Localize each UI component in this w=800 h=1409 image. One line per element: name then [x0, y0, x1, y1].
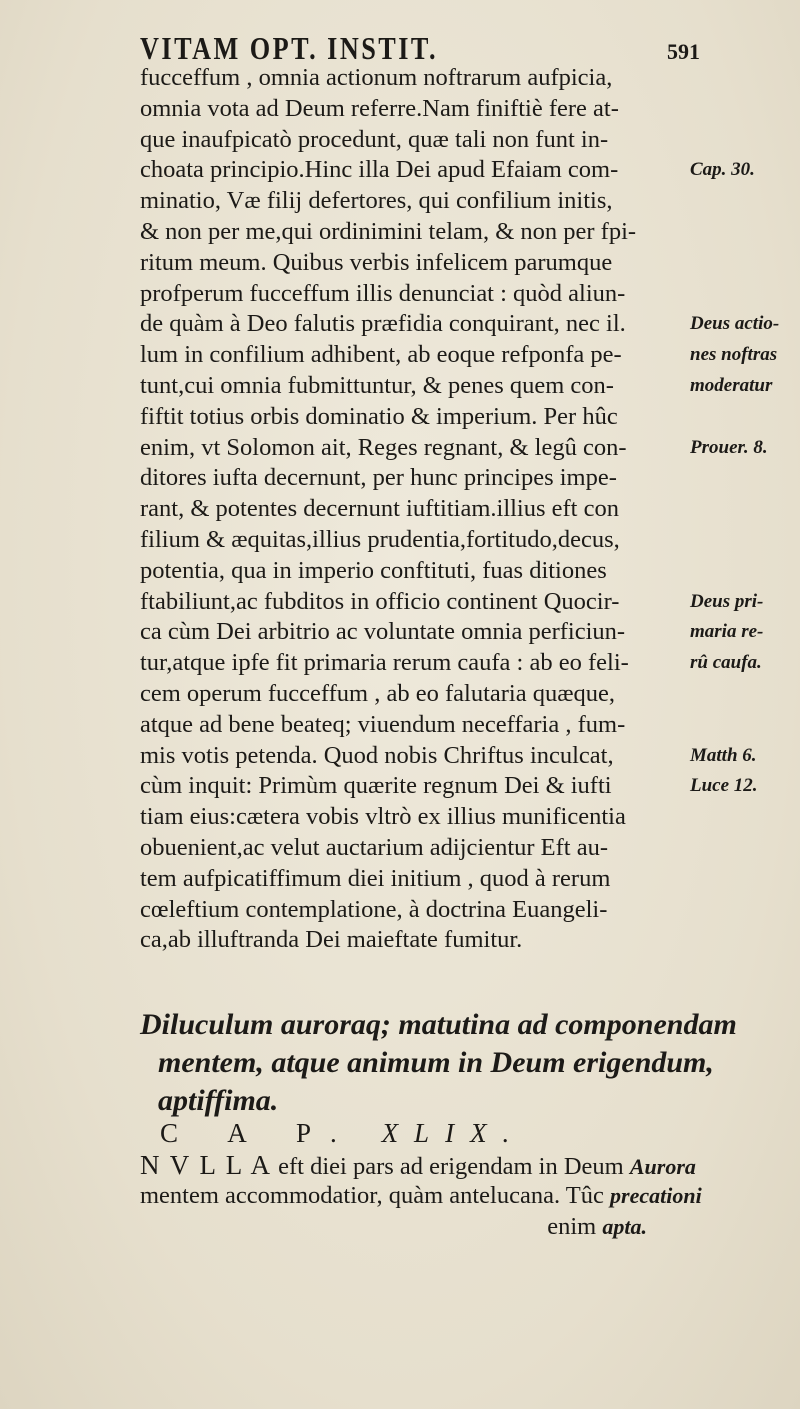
chapter-cap: C A P.	[160, 1118, 359, 1148]
body-line: atque ad bene beateq; viuendum neceffaria , fum-	[140, 710, 626, 738]
chapter-label	[160, 1118, 720, 1149]
body-line: tur,atque ipfe fit primaria rerum caufa : ab eo feli-	[140, 649, 629, 677]
body-line: filium & æquitas,illius prudentia,fortitudo,decus,	[140, 525, 620, 553]
body-line: ditores iufta decernunt, per hunc principes impe-	[140, 464, 617, 492]
margin-note-apta: apta.	[602, 1213, 647, 1239]
body-line: tem aufpicatiffimum diei initium , quod à rerum	[140, 864, 611, 892]
opening-line-1	[140, 1150, 696, 1181]
margin-note: rû caufa.	[690, 652, 762, 674]
body-line: & non per me,qui ordinimini telam, & non per fpi-	[140, 217, 637, 245]
body-line: que inaufpicatò procedunt, quæ tali non funt in-	[140, 125, 609, 153]
running-head	[140, 30, 700, 67]
body-line: rant, & potentes decernunt iuftitiam.illius eft con	[140, 495, 619, 523]
margin-note: nes noftras	[690, 344, 778, 366]
body-line: ca,ab illuftranda Dei maieftate fumitur.	[140, 926, 523, 954]
margin-note: Luce 12.	[690, 775, 758, 797]
opening-initial: N V L L A	[140, 1150, 273, 1180]
body-line: ritum meum. Quibus verbis infelicem parumque	[140, 248, 613, 276]
heading-line: Diluculum auroraq; matutina ad componendam	[140, 1008, 737, 1041]
body-line: mis votis petenda. Quod nobis Chriftus inculcat,	[140, 741, 614, 769]
opening-line-2	[140, 1181, 702, 1212]
opening-text-2: mentem accommodatior, quàm antelucana. Tûc	[140, 1181, 611, 1209]
body-text	[140, 63, 677, 956]
heading-line: aptiffima.	[158, 1084, 279, 1117]
margin-note: Deus actio-	[690, 313, 780, 335]
margin-note: moderatur	[690, 375, 773, 396]
body-line: minatio, Væ filij defertores, qui confilium initis,	[140, 187, 613, 215]
body-line: lum in confilium adhibent, ab eoque refponfa pe-	[140, 341, 622, 369]
chapter-number: XLIX.	[381, 1118, 526, 1148]
body-line: omnia vota ad Deum referre.Nam finiftiè fere at-	[140, 94, 619, 122]
body-line: tiam eius:cætera vobis vltrò ex illius munificentia	[140, 803, 626, 831]
body-line: obuenient,ac velut auctarium adijcientur Eft au-	[140, 833, 609, 861]
margin-note: Deus pri-	[690, 590, 764, 612]
body-line: potentia, qua in imperio conftituti, fuas ditiones	[140, 556, 607, 584]
opening-text-1: eft diei pars ad erigendam in Deum	[272, 1153, 630, 1180]
body-line: cœleftium contemplatione, à doctrina Euangeli-	[140, 895, 608, 923]
margin-note-aurora: Aurora	[629, 1154, 696, 1179]
body-line: ca cùm Dei arbitrio ac voluntate omnia perficiun-	[140, 618, 626, 646]
body-line: fiftit totius orbis dominatio & imperium. Per hûc	[140, 402, 618, 430]
body-line: profperum fucceffum illis denunciat : quòd aliun-	[140, 279, 626, 307]
page-number: 591	[667, 39, 700, 64]
opening-text-3: enim	[547, 1212, 603, 1240]
section-heading	[140, 1006, 737, 1120]
body-line: fucceffum , omnia actionum noftrarum aufpicia,	[140, 64, 613, 91]
opening-line-3	[140, 1212, 677, 1243]
body-line: de quàm à Deo falutis præfidia conquirant, nec il.	[140, 310, 626, 338]
margin-note: Cap. 30.	[690, 159, 755, 181]
body-line: tunt,cui omnia fubmittuntur, & penes quem con-	[140, 371, 614, 399]
body-line: cem operum fucceffum , ab eo falutaria quæque,	[140, 679, 616, 707]
margin-note: Matth 6.	[690, 744, 757, 766]
body-line: ftabiliunt,ac fubditos in officio continent Quocir-	[140, 587, 620, 615]
body-line: choata principio.Hinc illa Dei apud Efaiam com-	[140, 156, 619, 184]
chapter-opening	[140, 1150, 702, 1242]
margin-note: maria re-	[690, 621, 764, 643]
margin-note-precationi: precationi	[610, 1182, 702, 1208]
body-line: enim, vt Solomon ait, Reges regnant, & legû con-	[140, 433, 627, 461]
body-line: cùm inquit: Primùm quærite regnum Dei & iufti	[140, 772, 612, 800]
running-title: VITAM OPT. INSTIT.	[140, 30, 438, 66]
heading-line: mentem, atque animum in Deum erigendum,	[158, 1046, 714, 1079]
margin-note: Prouer. 8.	[690, 436, 768, 458]
